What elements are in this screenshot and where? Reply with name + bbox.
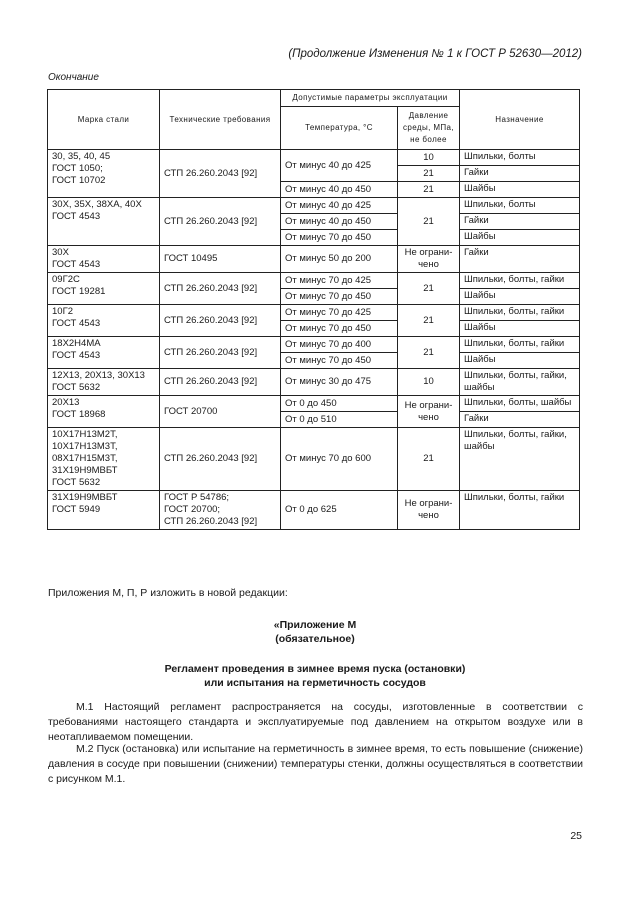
- cell-tech: СТП 26.260.2043 [92]: [160, 305, 281, 337]
- cell-pressure: 10: [398, 150, 460, 166]
- cell-purpose: Шпильки, болты, шайбы: [460, 396, 580, 412]
- table-caption: Окончание: [48, 72, 99, 83]
- cell-temp: От минус 70 до 600: [281, 428, 398, 491]
- cell-steel: 20Х13 ГОСТ 18968: [48, 396, 160, 428]
- cell-pressure: 21: [398, 273, 460, 305]
- cell-temp: От минус 40 до 450: [281, 182, 398, 198]
- header-tech: Технические требования: [160, 90, 281, 150]
- cell-pressure: 21: [398, 428, 460, 491]
- cell-temp: От минус 70 до 450: [281, 353, 398, 369]
- cell-tech: СТП 26.260.2043 [92]: [160, 198, 281, 246]
- cell-purpose: Шпильки, болты, гайки: [460, 273, 580, 289]
- cell-purpose: Шпильки, болты, гайки, шайбы: [460, 369, 580, 396]
- cell-temp: От минус 40 до 425: [281, 150, 398, 182]
- cell-tech: СТП 26.260.2043 [92]: [160, 337, 281, 369]
- table-row: [48, 273, 580, 289]
- table-row: [48, 246, 580, 273]
- header-params: Допустимые параметры эксплуатации: [281, 90, 460, 107]
- intro-text: Приложения М, П, Р изложить в новой редакции:: [48, 587, 288, 599]
- cell-purpose: Шпильки, болты: [460, 150, 580, 166]
- cell-purpose: Шайбы: [460, 230, 580, 246]
- cell-purpose: Шайбы: [460, 353, 580, 369]
- cell-temp: От минус 50 до 200: [281, 246, 398, 273]
- cell-steel: 30, 35, 40, 45 ГОСТ 1050; ГОСТ 10702: [48, 150, 160, 198]
- appendix-subtitle: (обязательное): [275, 633, 355, 645]
- cell-purpose: Шайбы: [460, 289, 580, 305]
- cell-steel: 18Х2Н4МА ГОСТ 4543: [48, 337, 160, 369]
- cell-temp: От минус 70 до 425: [281, 273, 398, 289]
- cell-purpose: Гайки: [460, 246, 580, 273]
- cell-steel: 09Г2С ГОСТ 19281: [48, 273, 160, 305]
- cell-steel: 10Г2 ГОСТ 4543: [48, 305, 160, 337]
- cell-pressure: 21: [398, 305, 460, 337]
- section-title-line-1: Регламент проведения в зимнее время пуска (остановки): [164, 663, 466, 675]
- cell-tech: СТП 26.260.2043 [92]: [160, 273, 281, 305]
- cell-temp: От минус 70 до 450: [281, 321, 398, 337]
- cell-pressure: Не ограни- чено: [398, 396, 460, 428]
- cell-temp: От минус 40 до 450: [281, 214, 398, 230]
- cell-pressure: 21: [398, 198, 460, 246]
- header-temp: Температура, °С: [281, 107, 398, 150]
- cell-purpose: Гайки: [460, 214, 580, 230]
- table-row: [48, 369, 580, 396]
- paragraph-m2: М.2 Пуск (остановка) или испытание на герметичность в зимнее время, то есть повышение (снижение) давления в сосуде при повышении (снижении) температуры стенки, должны осуществляться в соответствии с рисунком М.1.: [48, 743, 583, 785]
- header-pressure: Давление среды, МПа, не более: [398, 107, 460, 150]
- cell-temp: От минус 70 до 400: [281, 337, 398, 353]
- cell-pressure: 10: [398, 369, 460, 396]
- cell-purpose: Шпильки, болты, гайки: [460, 305, 580, 321]
- header-steel: Марка стали: [48, 90, 160, 150]
- cell-steel: 30Х, 35Х, 38ХА, 40Х ГОСТ 4543: [48, 198, 160, 246]
- appendix-title: «Приложение М: [273, 619, 357, 631]
- table-row: [48, 491, 580, 530]
- cell-tech: ГОСТ 20700: [160, 396, 281, 428]
- cell-steel: 10Х17Н13М2Т, 10Х17Н13М3Т, 08Х17Н15М3Т, 31Х19Н9МВБТ ГОСТ 5632: [48, 428, 160, 491]
- paragraph-m1: М.1 Настоящий регламент распространяется на сосуды, изготовленные в соответствии с требованиями настоящего стандарта и эксплуатируемые под давлением на открытом воздухе или в неотапливаемом помещении.: [48, 701, 583, 743]
- cell-tech: ГОСТ Р 54786; ГОСТ 20700; СТП 26.260.2043 [92]: [160, 491, 281, 530]
- cell-tech: ГОСТ 10495: [160, 246, 281, 273]
- table-row: [48, 337, 580, 353]
- cell-purpose: Шпильки, болты: [460, 198, 580, 214]
- cell-steel: 31Х19Н9МВБТ ГОСТ 5949: [48, 491, 160, 530]
- cell-pressure: Не ограни- чено: [398, 246, 460, 273]
- table-row: [48, 428, 580, 491]
- cell-purpose: Гайки: [460, 412, 580, 428]
- cell-temp: От 0 до 450: [281, 396, 398, 412]
- cell-steel: 30Х ГОСТ 4543: [48, 246, 160, 273]
- table-row: [48, 305, 580, 321]
- cell-pressure: 21: [398, 182, 460, 198]
- cell-temp: От минус 70 до 450: [281, 289, 398, 305]
- cell-tech: СТП 26.260.2043 [92]: [160, 150, 281, 198]
- cell-temp: От минус 30 до 475: [281, 369, 398, 396]
- cell-tech: СТП 26.260.2043 [92]: [160, 428, 281, 491]
- cell-purpose: Шпильки, болты, гайки: [460, 337, 580, 353]
- page-number: 25: [570, 830, 582, 842]
- continuation-header: (Продолжение Изменения № 1 к ГОСТ Р 52630—2012): [288, 48, 582, 60]
- cell-steel: 12Х13, 20Х13, 30Х13 ГОСТ 5632: [48, 369, 160, 396]
- header-purpose: Назначение: [460, 90, 580, 150]
- cell-pressure: 21: [398, 337, 460, 369]
- cell-temp: От минус 70 до 450: [281, 230, 398, 246]
- cell-temp: От 0 до 510: [281, 412, 398, 428]
- table-row: [48, 198, 580, 214]
- section-title-line-2: или испытания на герметичность сосудов: [204, 677, 426, 689]
- table-row: [48, 396, 580, 412]
- cell-pressure: 21: [398, 166, 460, 182]
- cell-pressure: Не ограни- чено: [398, 491, 460, 530]
- cell-purpose: Шайбы: [460, 321, 580, 337]
- cell-purpose: Шпильки, болты, гайки: [460, 491, 580, 530]
- cell-purpose: Шайбы: [460, 182, 580, 198]
- cell-temp: От минус 70 до 425: [281, 305, 398, 321]
- cell-temp: От минус 40 до 425: [281, 198, 398, 214]
- cell-tech: СТП 26.260.2043 [92]: [160, 369, 281, 396]
- table-row: [48, 150, 580, 166]
- cell-purpose: Гайки: [460, 166, 580, 182]
- parameters-table: [47, 89, 580, 530]
- cell-purpose: Шпильки, болты, гайки, шайбы: [460, 428, 580, 491]
- cell-temp: От 0 до 625: [281, 491, 398, 530]
